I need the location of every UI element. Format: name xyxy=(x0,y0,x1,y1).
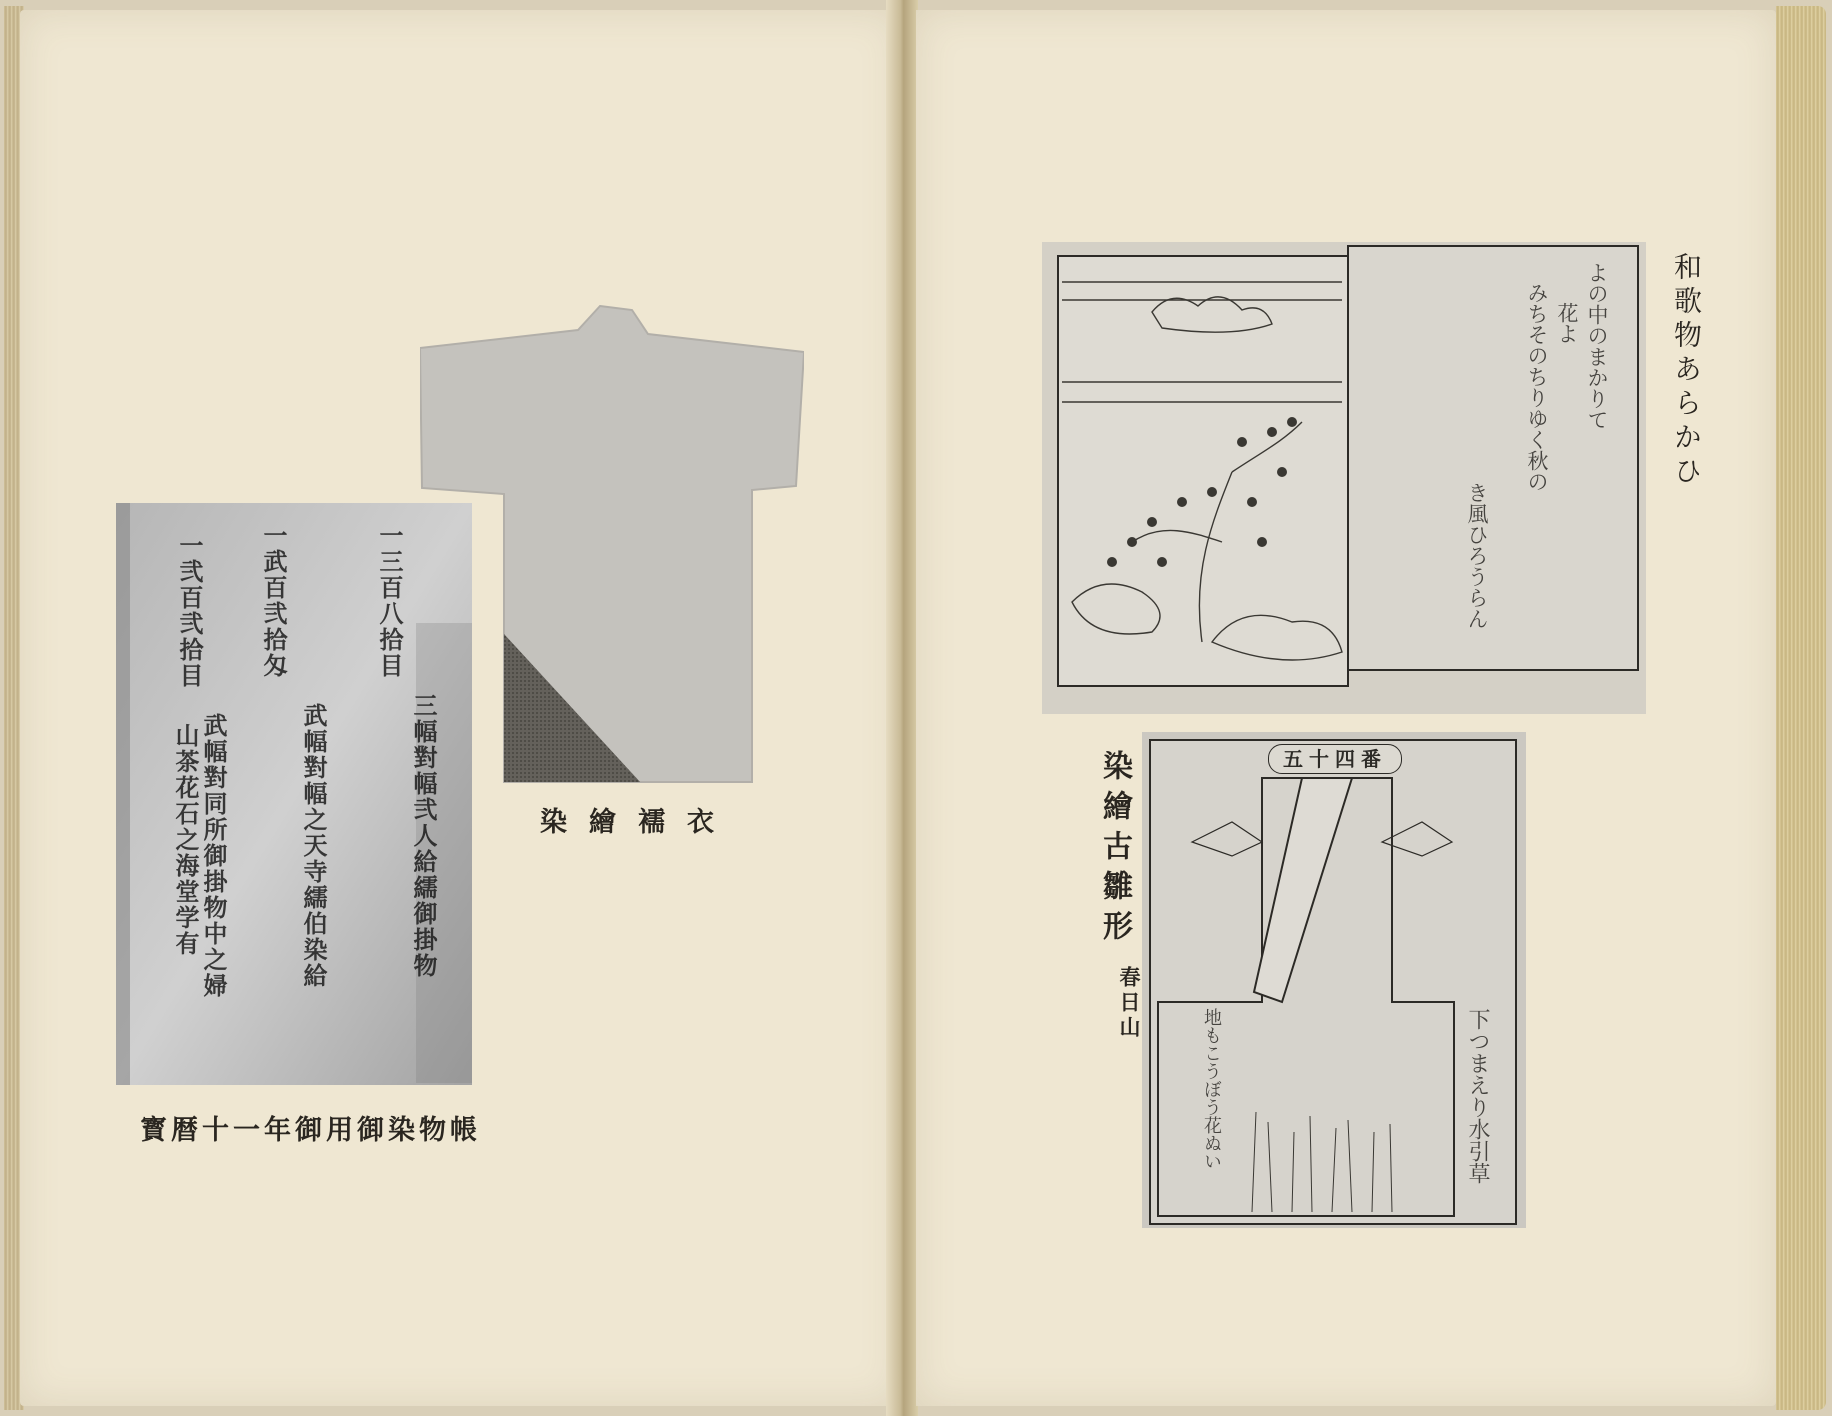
ledger-column: 山茶花石之海堂学有 xyxy=(171,723,200,957)
ledger-column: 武幅對幅之天寺繻伯染給 xyxy=(299,703,328,989)
kimono-caption-subtitle: 春日山 xyxy=(1117,966,1142,1041)
book-gutter xyxy=(886,0,918,1416)
poem-text-column: き風ひろうらん xyxy=(1465,482,1489,629)
kimono-side-text-right: 下つまえり水引草 xyxy=(1465,1008,1490,1184)
ledger-column: 三幅對幅弐人給繻御掛物 xyxy=(409,693,438,979)
ledger-column: 武幅對同所御掛物中之婦 xyxy=(199,713,228,999)
ledger-column: 一三百八拾目 xyxy=(375,523,404,679)
poem-text-column: よの中のまかりて xyxy=(1585,262,1609,430)
robe-photograph xyxy=(420,304,804,784)
poem-text-column: みちそのちりゆく秋の xyxy=(1525,282,1549,492)
robe-silhouette xyxy=(420,304,804,784)
robe-caption: 染繪襦衣 xyxy=(540,807,736,838)
kimono-side-text-left: 地もこうぼう花ぬい xyxy=(1201,1008,1222,1170)
poem-illustration xyxy=(1042,242,1646,714)
ledger-photograph xyxy=(116,503,472,1085)
kimono-caption-title: 染繪古雛形 xyxy=(1097,750,1132,950)
ledger-column: 一弐百弐拾目 xyxy=(175,533,204,689)
right-page-edges xyxy=(1776,6,1826,1410)
poem-caption: 和歌物あらかひ xyxy=(1670,252,1703,490)
poem-text-column: 花よ xyxy=(1555,302,1579,344)
ledger-column: 一武百弐拾匁 xyxy=(259,523,288,679)
kimono-pattern-illustration xyxy=(1142,732,1526,1228)
kimono-pattern-number: 五十四番 xyxy=(1268,744,1402,774)
ledger-caption: 寳暦十一年御用御染物帳 xyxy=(140,1115,481,1146)
